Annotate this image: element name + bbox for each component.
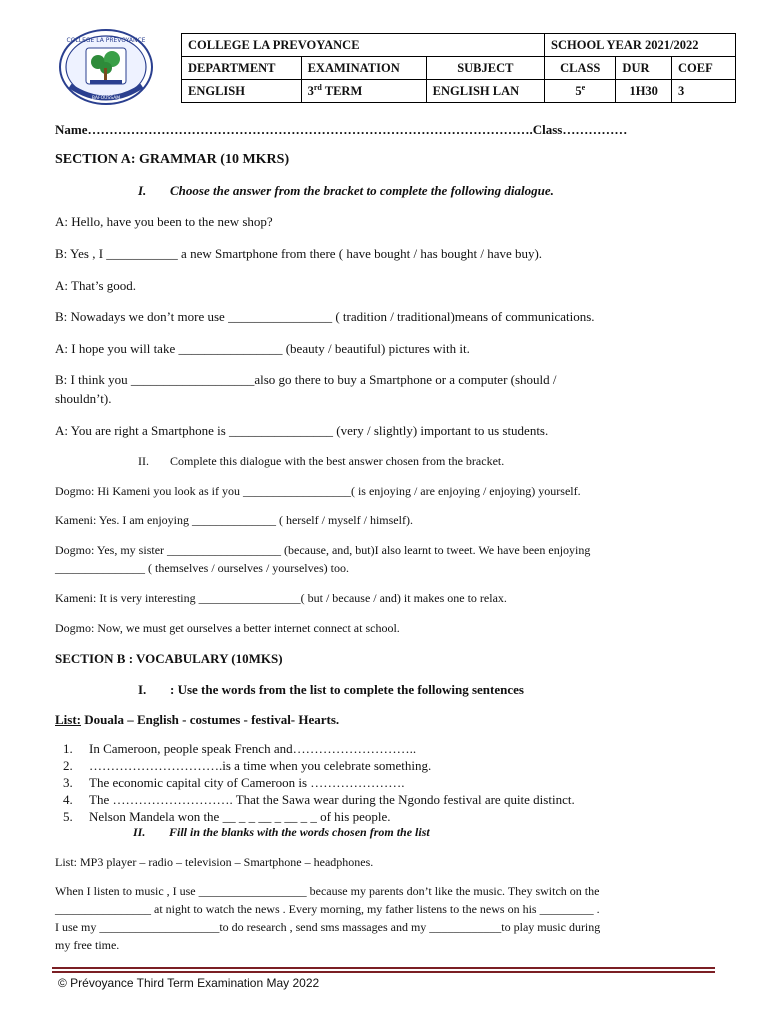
logo-text-top: COLLEGE LA PREVOYANCE bbox=[66, 37, 146, 44]
section-a-part2-heading: II. Complete this dialogue with the best answer chosen from the bracket. bbox=[138, 454, 505, 468]
dialogue1-line-4: B: Nowadays we don’t more use ________________ ( tradition / traditional)means of communications. bbox=[55, 309, 595, 324]
dialogue2-line-6: Dogmo: Now, we must get ourselves a better internet connect at school. bbox=[55, 621, 400, 635]
list-item-2: 2. ………………………….is a time when you celebrate something. bbox=[63, 758, 432, 773]
dialogue2-line-1: Dogmo: Hi Kameni you look as if you __________________( is enjoying / are enjoying / enjoying) yourself. bbox=[55, 484, 581, 498]
label-examination: EXAMINATION bbox=[301, 57, 426, 80]
label-class: CLASS bbox=[545, 57, 616, 80]
name-class-line: Name………………………………………………………………………………………….Class…………… bbox=[55, 122, 628, 137]
dialogue1-line-1: A: Hello, have you been to the new shop? bbox=[55, 214, 273, 229]
value-coef: 3 bbox=[671, 80, 735, 103]
dialogue2-line-5: Kameni: It is very interesting _________________( but / because / and) it makes one to relax. bbox=[55, 591, 507, 605]
paragraph-line-3: I use my ____________________to do research , send sms massages and my ____________to play music during bbox=[55, 920, 601, 934]
word-list: List: Douala – English - costumes - festival- Hearts. bbox=[55, 712, 340, 727]
section-b-part1-heading: I. : Use the words from the list to complete the following sentences bbox=[138, 682, 524, 697]
value-dur: 1H30 bbox=[616, 80, 672, 103]
dialogue2-line-2: Kameni: Yes. I am enjoying ______________ ( herself / myself / himself). bbox=[55, 513, 413, 527]
label-coef: COEF bbox=[671, 57, 735, 80]
school-name: COLLEGE LA PREVOYANCE bbox=[182, 34, 545, 57]
dialogue2-line-4: _______________ ( themselves / ourselves / yourselves) too. bbox=[55, 561, 349, 575]
section-b-title: SECTION B : VOCABULARY (10MKS) bbox=[55, 651, 283, 666]
footer-divider bbox=[52, 967, 715, 969]
footer-text: © Prévoyance Third Term Examination May 2022 bbox=[58, 976, 320, 990]
label-department: DEPARTMENT bbox=[182, 57, 302, 80]
dialogue1-line-8: A: You are right a Smartphone is ________________ (very / slightly) important to us students. bbox=[55, 423, 549, 438]
value-class: 5e bbox=[545, 80, 616, 103]
dialogue1-line-5: A: I hope you will take ________________ (beauty / beautiful) pictures with it. bbox=[55, 341, 470, 356]
school-year: SCHOOL YEAR 2021/2022 bbox=[545, 34, 736, 57]
paragraph-line-1: When I listen to music , I use __________________ because my parents don’t like the music. They switch on the bbox=[55, 884, 600, 898]
label-subject: SUBJECT bbox=[426, 57, 544, 80]
value-department: ENGLISH bbox=[182, 80, 302, 103]
paragraph-line-2: ________________ at night to watch the news . Every morning, my father listens to the news on his _________ . bbox=[55, 902, 600, 916]
footer-divider-2 bbox=[52, 971, 715, 973]
value-examination: 3rd TERM bbox=[301, 80, 426, 103]
section-a-title: SECTION A: GRAMMAR (10 MKRS) bbox=[55, 152, 290, 167]
school-logo bbox=[56, 28, 156, 106]
dialogue2-line-3: Dogmo: Yes, my sister ___________________ (because, and, but)I also learnt to tweet. We have been enjoying bbox=[55, 543, 591, 557]
list-item-5: 5. Nelson Mandela won the __ _ _ __ _ __ _ _ of his people. bbox=[63, 809, 391, 824]
section-b-part2-heading: II. Fill in the blanks with the words chosen from the list bbox=[133, 825, 430, 839]
dialogue1-line-3: A: That’s good. bbox=[55, 278, 137, 293]
exam-header-table bbox=[181, 33, 736, 103]
dialogue1-line-7: shouldn’t). bbox=[55, 391, 112, 406]
value-subject: ENGLISH LAN bbox=[426, 80, 544, 103]
list-item-4: 4. The ………………………. That the Sawa wear during the Ngondo festival are quite distinct. bbox=[63, 792, 575, 807]
list-item-1: 1. In Cameroon, people speak French and……………………….. bbox=[63, 741, 417, 756]
paragraph-line-4: my free time. bbox=[55, 938, 120, 952]
dialogue1-line-6: B: I think you ___________________also go there to buy a Smartphone or a computer (should / bbox=[55, 372, 557, 387]
logo-text-bottom: BAFOUSSAM bbox=[91, 96, 121, 101]
list-item-3: 3. The economic capital city of Cameroon is …………………. bbox=[63, 775, 405, 790]
word-list-2: List: MP3 player – radio – television – Smartphone – headphones. bbox=[55, 855, 374, 869]
label-dur: DUR bbox=[616, 57, 672, 80]
dialogue1-line-2: B: Yes , I ___________ a new Smartphone from there ( have bought / has bought / have buy). bbox=[55, 246, 543, 261]
section-a-part1-heading: I. Choose the answer from the bracket to complete the following dialogue. bbox=[138, 183, 554, 198]
